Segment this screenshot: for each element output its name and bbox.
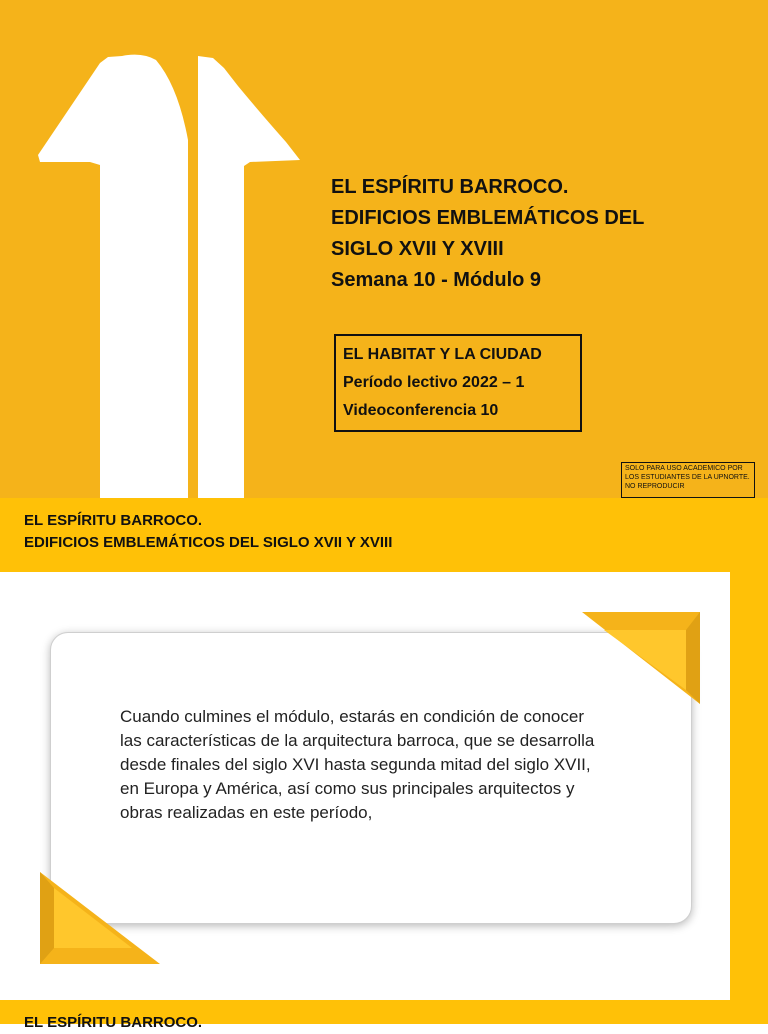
title-line: EDIFICIOS EMBLEMÁTICOS DEL — [331, 207, 645, 229]
title-line: SIGLO XVII Y XVIII — [331, 238, 504, 260]
corner-ribbon-icon — [40, 872, 162, 966]
objective-text: Cuando culmines el módulo, estarás en condición de conocer las características de la arquitectura barroca, que se desarrolla desde finales del siglo XVI hasta segunda mitad del siglo XVII, en Europa y América, así como sus principales arquitectos y obras realizadas en este período, — [120, 707, 595, 822]
course-name: EL HABITAT Y LA CIUDAD — [343, 346, 542, 363]
videoconference-label: Videoconferencia 10 — [343, 402, 499, 419]
copyright-notice: SOLO PARA USO ACADEMICO POR LOS ESTUDIANTES DE LA UPNORTE. NO REPRODUCIR — [621, 462, 755, 498]
slide-title — [331, 172, 644, 296]
course-info-box — [334, 334, 582, 432]
corner-ribbon-icon — [582, 612, 702, 706]
title-slide — [0, 0, 768, 498]
header-line: EL ESPÍRITU BARROCO. — [24, 512, 203, 529]
upn-arrow-logo-icon — [0, 0, 320, 498]
title-line: Semana 10 - Módulo 9 — [331, 269, 542, 291]
academic-period: Período lectivo 2022 – 1 — [343, 374, 525, 391]
slide-header: EL ESPÍRITU BARROCO. — [24, 1014, 203, 1031]
header-line: EDIFICIOS EMBLEMÁTICOS DEL SIGLO XVII Y XVIII — [24, 534, 393, 551]
next-slide — [0, 1000, 768, 1031]
slide-header — [24, 510, 392, 554]
title-line: EL ESPÍRITU BARROCO. — [331, 176, 569, 198]
